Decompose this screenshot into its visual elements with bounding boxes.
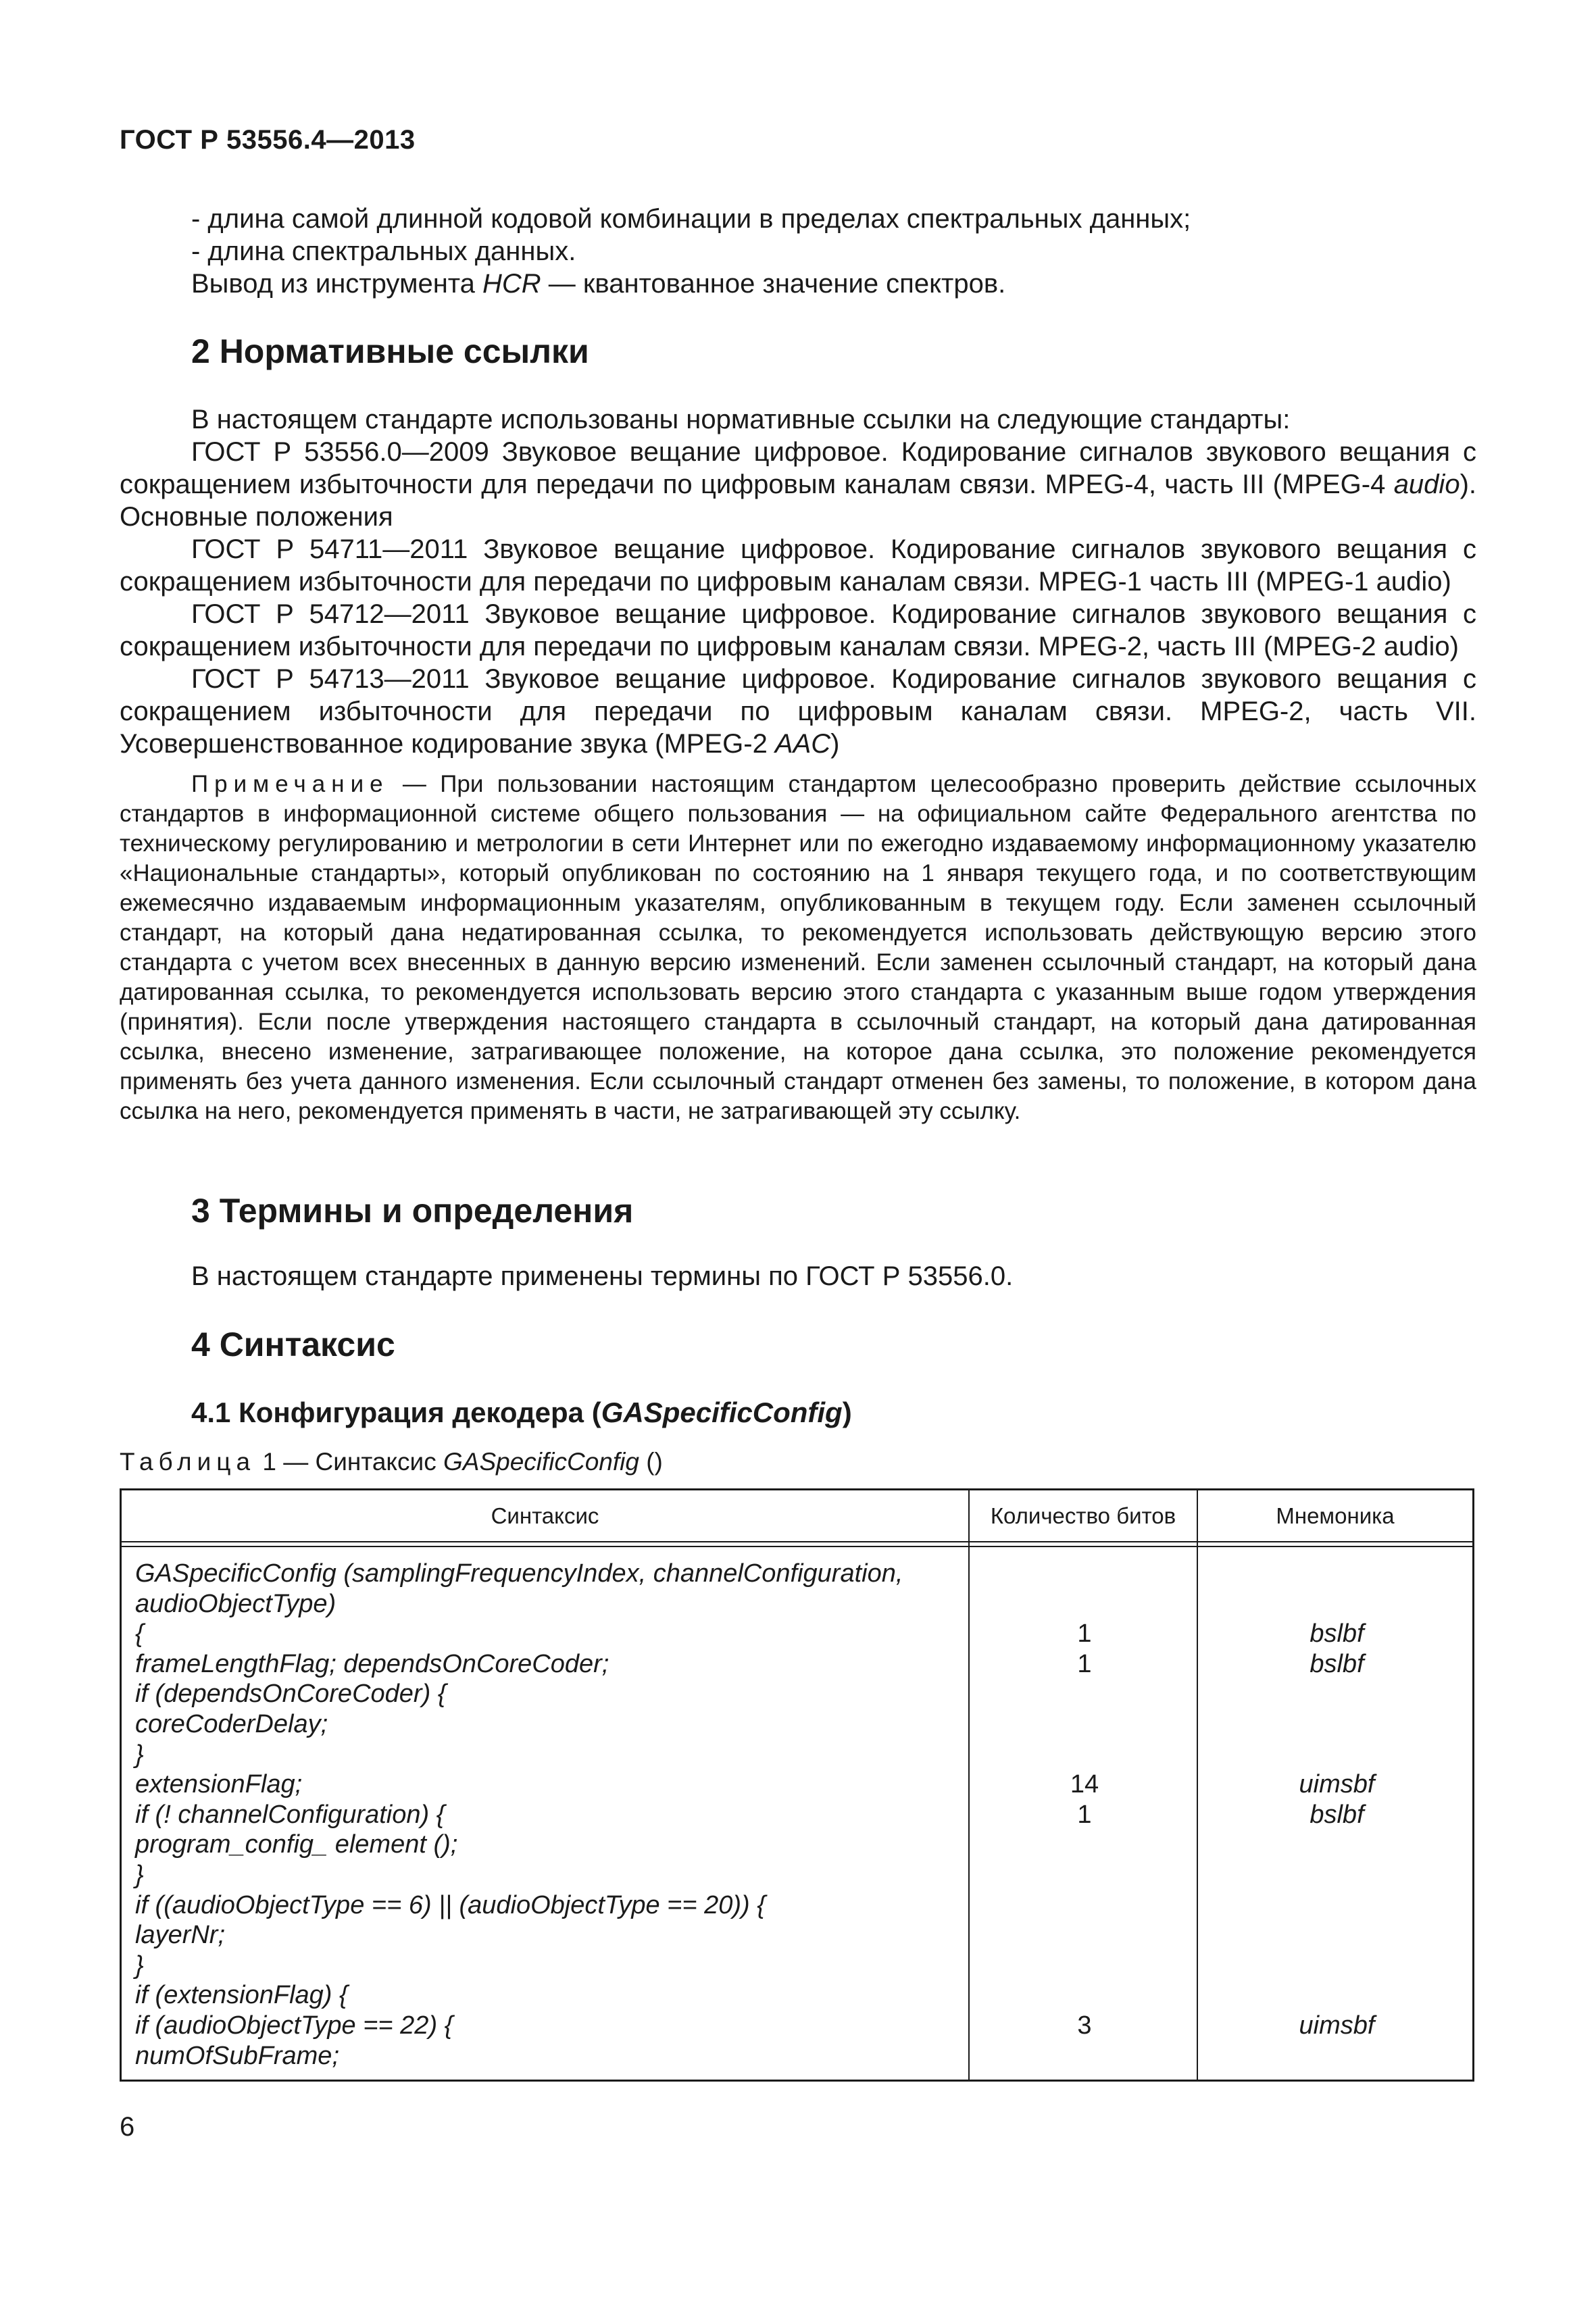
table-row: [122, 1740, 1472, 1770]
table-caption: Таблица 1 — Синтаксис GASpecificConfig (): [120, 1448, 663, 1476]
syntax-cell: }: [135, 1951, 144, 1980]
document-code: ГОСТ Р 53556.4—2013: [120, 125, 416, 155]
bits-cell: 1: [1077, 1619, 1092, 1649]
table-row: [122, 1830, 1472, 1860]
syntax-cell: extensionFlag;: [135, 1770, 303, 1799]
note-label: Примечание: [191, 771, 389, 797]
syntax-table: [120, 1488, 1474, 2082]
syntax-cell: }: [135, 1740, 144, 1769]
table-row: [122, 2041, 1472, 2071]
reference-3: ГОСТ Р 54712—2011 Звуковое вещание цифровое. Кодирование сигналов звукового вещания с сокращением избыточности для передачи по цифровым каналам связи. MPEG-2, часть III (MPEG-2 audio): [120, 599, 1476, 661]
section-4-title: 4 Синтаксис: [191, 1326, 395, 1363]
syntax-cell: if ((audioObjectType == 6) || (audioObjectType == 20)) {: [135, 1890, 766, 1919]
note-paragraph: [120, 770, 1476, 1126]
table-body: [122, 1559, 1472, 2071]
table-row: [122, 1679, 1472, 1709]
mnemonic-cell: bslbf: [1310, 1649, 1364, 1678]
section-3-text: В настоящем стандарте применены термины по ГОСТ Р 53556.0.: [191, 1261, 1014, 1291]
header-syntax: Синтаксис: [491, 1503, 599, 1528]
mnemonic-cell: uimsbf: [1299, 1770, 1375, 1799]
syntax-cell: if (audioObjectType == 22) {: [135, 2011, 453, 2040]
mnemonic-cell: bslbf: [1310, 1800, 1364, 1829]
syntax-cell: {: [135, 1619, 144, 1649]
table-row: [122, 1619, 1472, 1649]
syntax-cell: audioObjectType): [135, 1589, 336, 1618]
table-row: [122, 1589, 1472, 1619]
syntax-cell: }: [135, 1860, 144, 1889]
table-row: [122, 1709, 1472, 1740]
syntax-cell: coreCoderDelay;: [135, 1709, 328, 1738]
table-row: [122, 1649, 1472, 1680]
section-3-body: [120, 1260, 1476, 1292]
header-mnemonic: Мнемоника: [1276, 1503, 1395, 1528]
intro-block: [120, 203, 1476, 300]
reference-2: ГОСТ Р 54711—2011 Звуковое вещание цифровое. Кодирование сигналов звукового вещания с сокращением избыточности для передачи по цифровым каналам связи. MPEG-1 часть III (MPEG-1 audio): [120, 534, 1476, 597]
syntax-cell: if (! channelConfiguration) {: [135, 1800, 445, 1829]
table-header: [122, 1490, 1472, 1542]
bits-cell: 1: [1077, 1649, 1092, 1678]
reference-4: ГОСТ Р 54713—2011 Звуковое вещание цифровое. Кодирование сигналов звукового вещания с сокращением избыточности для передачи по цифровым каналам связи. MPEG-2, часть VII. Усовершенствованное кодирование звука (MPEG-2 AAC): [120, 664, 1476, 759]
section-3-title: 3 Термины и определения: [191, 1192, 634, 1230]
syntax-cell: numOfSubFrame;: [135, 2041, 339, 2070]
bits-cell: 14: [1070, 1770, 1099, 1799]
intro-line-2: - длина спектральных данных.: [191, 236, 576, 266]
bits-cell: 3: [1077, 2011, 1092, 2040]
subsection-4-1-title: 4.1 Конфигурация декодера (GASpecificConfig): [191, 1397, 852, 1428]
intro-line-1: - длина самой длинной кодовой комбинации в пределах спектральных данных;: [191, 204, 1191, 234]
table-row: [122, 1890, 1472, 1921]
header-bits: Количество битов: [990, 1503, 1176, 1528]
table-row: [122, 1951, 1472, 1981]
bits-cell: 1: [1077, 1800, 1092, 1829]
mnemonic-cell: bslbf: [1310, 1619, 1364, 1649]
syntax-cell: layerNr;: [135, 1921, 226, 1950]
table-row: [122, 1559, 1472, 1589]
syntax-cell: if (dependsOnCoreCoder) {: [135, 1680, 447, 1709]
intro-line-3: Вывод из инструмента HCR — квантованное значение спектров.: [191, 269, 1006, 299]
syntax-cell: GASpecificConfig (samplingFrequencyIndex, channelConfiguration,: [135, 1559, 903, 1588]
note-text: — При пользовании настоящим стандартом целесообразно проверить действие ссылочных стандартов в информационной системе общего пользования — на официальном сайте Федерального агентства по техническому регулированию и метрологии в сети Интернет или по ежегодно издаваемому информационному указателю «Национальные стандарты», который опубликован по состоянию на 1 января текущего года, и по соответствующим ежемесячно издаваемым информационным указателям, опубликованным в текущем году. Если заменен ссылочный стандарт, на который дана недатированная ссылка, то рекомендуется использовать действующую версию этого стандарта с учетом всех внесенных в данную версию изменений. Если заменен ссылочный стандарт, на который дана датированная ссылка, то рекомендуется использовать версию этого стандарта с указанным выше годом утверждения (принятия). Если после утверждения настоящего стандарта в ссылочный стандарт, на который дана датированная ссылка, внесено изменение, затрагивающее положение, на которое дана ссылка, это положение рекомендуется применять без учета данного изменения. Если ссылочный стандарт отменен без замены, то положение, в котором дана ссылка на него, рекомендуется применять в части, не затрагивающей эту ссылку.: [120, 771, 1476, 1124]
syntax-cell: frameLengthFlag; dependsOnCoreCoder;: [135, 1649, 609, 1678]
syntax-cell: program_config_ element ();: [135, 1830, 458, 1859]
page-number: 6: [120, 2112, 135, 2142]
syntax-cell: if (extensionFlag) {: [135, 1981, 348, 2010]
section-2-lead: В настоящем стандарте использованы нормативные ссылки на следующие стандарты:: [191, 405, 1291, 434]
section-2-title: 2 Нормативные ссылки: [191, 332, 589, 370]
table-row: [122, 1980, 1472, 2011]
reference-1: ГОСТ Р 53556.0—2009 Звуковое вещание цифровое. Кодирование сигналов звукового вещания с сокращением избыточности для передачи по цифровым каналам связи. MPEG-4, часть III (MPEG-4 audio). Основные положения: [120, 437, 1476, 532]
mnemonic-cell: uimsbf: [1299, 2011, 1375, 2040]
table-row: [122, 1860, 1472, 1890]
table-row: [122, 2011, 1472, 2041]
table-row: [122, 1920, 1472, 1951]
table-row: [122, 1800, 1472, 1830]
table-row: [122, 1769, 1472, 1800]
section-2-body: [120, 403, 1476, 1126]
header-double-rule: [122, 1546, 1472, 1547]
table-caption-label: Таблица: [120, 1448, 256, 1476]
